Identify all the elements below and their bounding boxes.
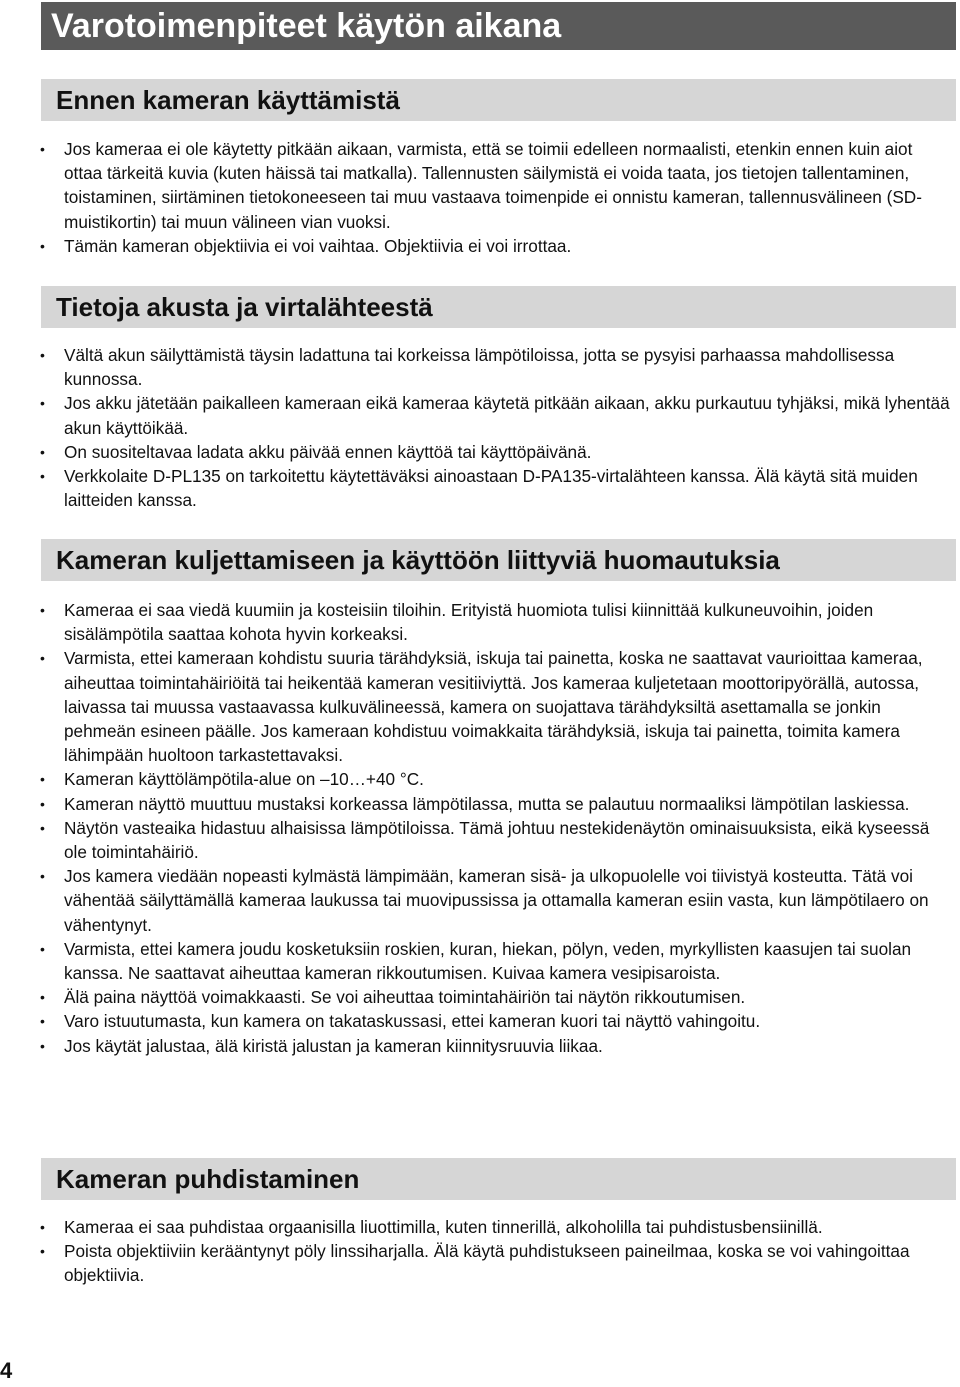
list-item: • Jos kameraa ei ole käytetty pitkään aikaan, varmista, että se toimii edelleen normaalisti, etenkin ennen kuin aiot ottaa tärkeitä kuvia (kuten häissä tai matkalla). Tallennusten säilymistä ei voida taata, jos tietojen tallentaminen, toistaminen, siirtäminen tietokoneeseen tai muu vastaava toimenpide ei onnistu kameran, tallennusvälineen (SD-muistikortin) tai muun välineen vian vuoksi. <box>0 137 960 234</box>
section-heading-battery: Tietoja akusta ja virtalähteestä <box>41 286 956 328</box>
list-item: • Kameran näyttö muuttuu mustaksi korkeassa lämpötilassa, mutta se palautuu normaaliksi lämpötilan laskiessa. <box>0 792 960 816</box>
page-number: 4 <box>0 1358 13 1383</box>
list-battery <box>0 343 960 512</box>
list-item: • Varmista, ettei kameraan kohdistu suuria tärähdyksiä, iskuja tai painetta, koska ne saattavat vaurioittaa kameraa, aiheuttaa toimintahäiriöitä tai heikentää kameran vesitiiviyttä. Jos kameraa kuljetetaan moottoripyörällä, autossa, laivassa tai muussa vastaavassa kulkuvälineessä, kamera on suojattava tärähdyksiltä asettamalla se jonkin pehmeän esineen päälle. Jos kameraan kohdistuu voimakkaita tärähdyksiä, iskuja tai painetta, toimita kamera lähimpään huoltoon tarkastettavaksi. <box>0 646 960 767</box>
section-heading-before-use: Ennen kameran käyttämistä <box>41 79 956 121</box>
list-item: • Vältä akun säilyttämistä täysin ladattuna tai korkeissa lämpötiloissa, jotta se pysyisi parhaassa mahdollisessa kunnossa. <box>0 343 960 391</box>
list-item: • Älä paina näyttöä voimakkaasti. Se voi aiheuttaa toimintahäiriön tai näytön rikkoutumisen. <box>0 985 960 1009</box>
list-cleaning <box>0 1215 960 1288</box>
list-item: • Kameraa ei saa puhdistaa orgaanisilla liuottimilla, kuten tinnerillä, alkoholilla tai puhdistusbensiinillä. <box>0 1215 960 1239</box>
list-item: • Kameraa ei saa viedä kuumiin ja kosteisiin tiloihin. Erityistä huomiota tulisi kiinnittää kulkuneuvoihin, joiden sisälämpötila saattaa kohota hyvin korkeaksi. <box>0 598 960 646</box>
section-heading-cleaning: Kameran puhdistaminen <box>41 1158 956 1200</box>
list-item: • Varmista, ettei kamera joudu kosketuksiin roskien, kuran, hiekan, pölyn, veden, myrkyllisten kaasujen tai suolan kanssa. Ne saattavat aiheuttaa kameran rikkoutumisen. Kuivaa kamera vesipisaroista. <box>0 937 960 985</box>
list-item: • Jos kamera viedään nopeasti kylmästä lämpimään, kameran sisä- ja ulkopuolelle voi tiivistyä kosteutta. Tätä voi vähentää säilyttämällä kameraa laukussa tai muovipussissa ja ottamalla kameran esiin vasta, kun lämpötilaero on vähentynyt. <box>0 864 960 937</box>
list-before-use <box>0 137 960 258</box>
list-item: • Poista objektiiviin kerääntynyt pöly linssiharjalla. Älä käytä puhdistukseen paineilmaa, koska se voi vahingoittaa objektiivia. <box>0 1239 960 1287</box>
list-item: • Jos käytät jalustaa, älä kiristä jalustan ja kameran kiinnitysruuvia liikaa. <box>0 1034 960 1058</box>
section-heading-transport-use: Kameran kuljettamiseen ja käyttöön liittyviä huomautuksia <box>41 539 956 581</box>
list-item: • Jos akku jätetään paikalleen kameraan eikä kameraa käytetä pitkään aikaan, akku purkautuu tyhjäksi, mikä lyhentää akun käyttöikää. <box>0 391 960 439</box>
page-title: Varotoimenpiteet käytön aikana <box>41 2 956 50</box>
list-transport-use <box>0 598 960 1058</box>
list-item: • Varo istuutumasta, kun kamera on takataskussasi, ettei kameran kuori tai näyttö vahingoitu. <box>0 1009 960 1033</box>
list-item: • On suositeltavaa ladata akku päivää ennen käyttöä tai käyttöpäivänä. <box>0 440 960 464</box>
list-item: • Tämän kameran objektiivia ei voi vaihtaa. Objektiivia ei voi irrottaa. <box>0 234 960 258</box>
list-item: • Näytön vasteaika hidastuu alhaisissa lämpötiloissa. Tämä johtuu nestekidenäytön ominaisuuksista, eikä kyseessä ole toimintahäiriö. <box>0 816 960 864</box>
list-item: • Kameran käyttölämpötila-alue on –10…+40 °C. <box>0 767 960 791</box>
list-item: • Verkkolaite D-PL135 on tarkoitettu käytettäväksi ainoastaan D-PA135-virtalähteen kanssa. Älä käytä sitä muiden laitteiden kanssa. <box>0 464 960 512</box>
